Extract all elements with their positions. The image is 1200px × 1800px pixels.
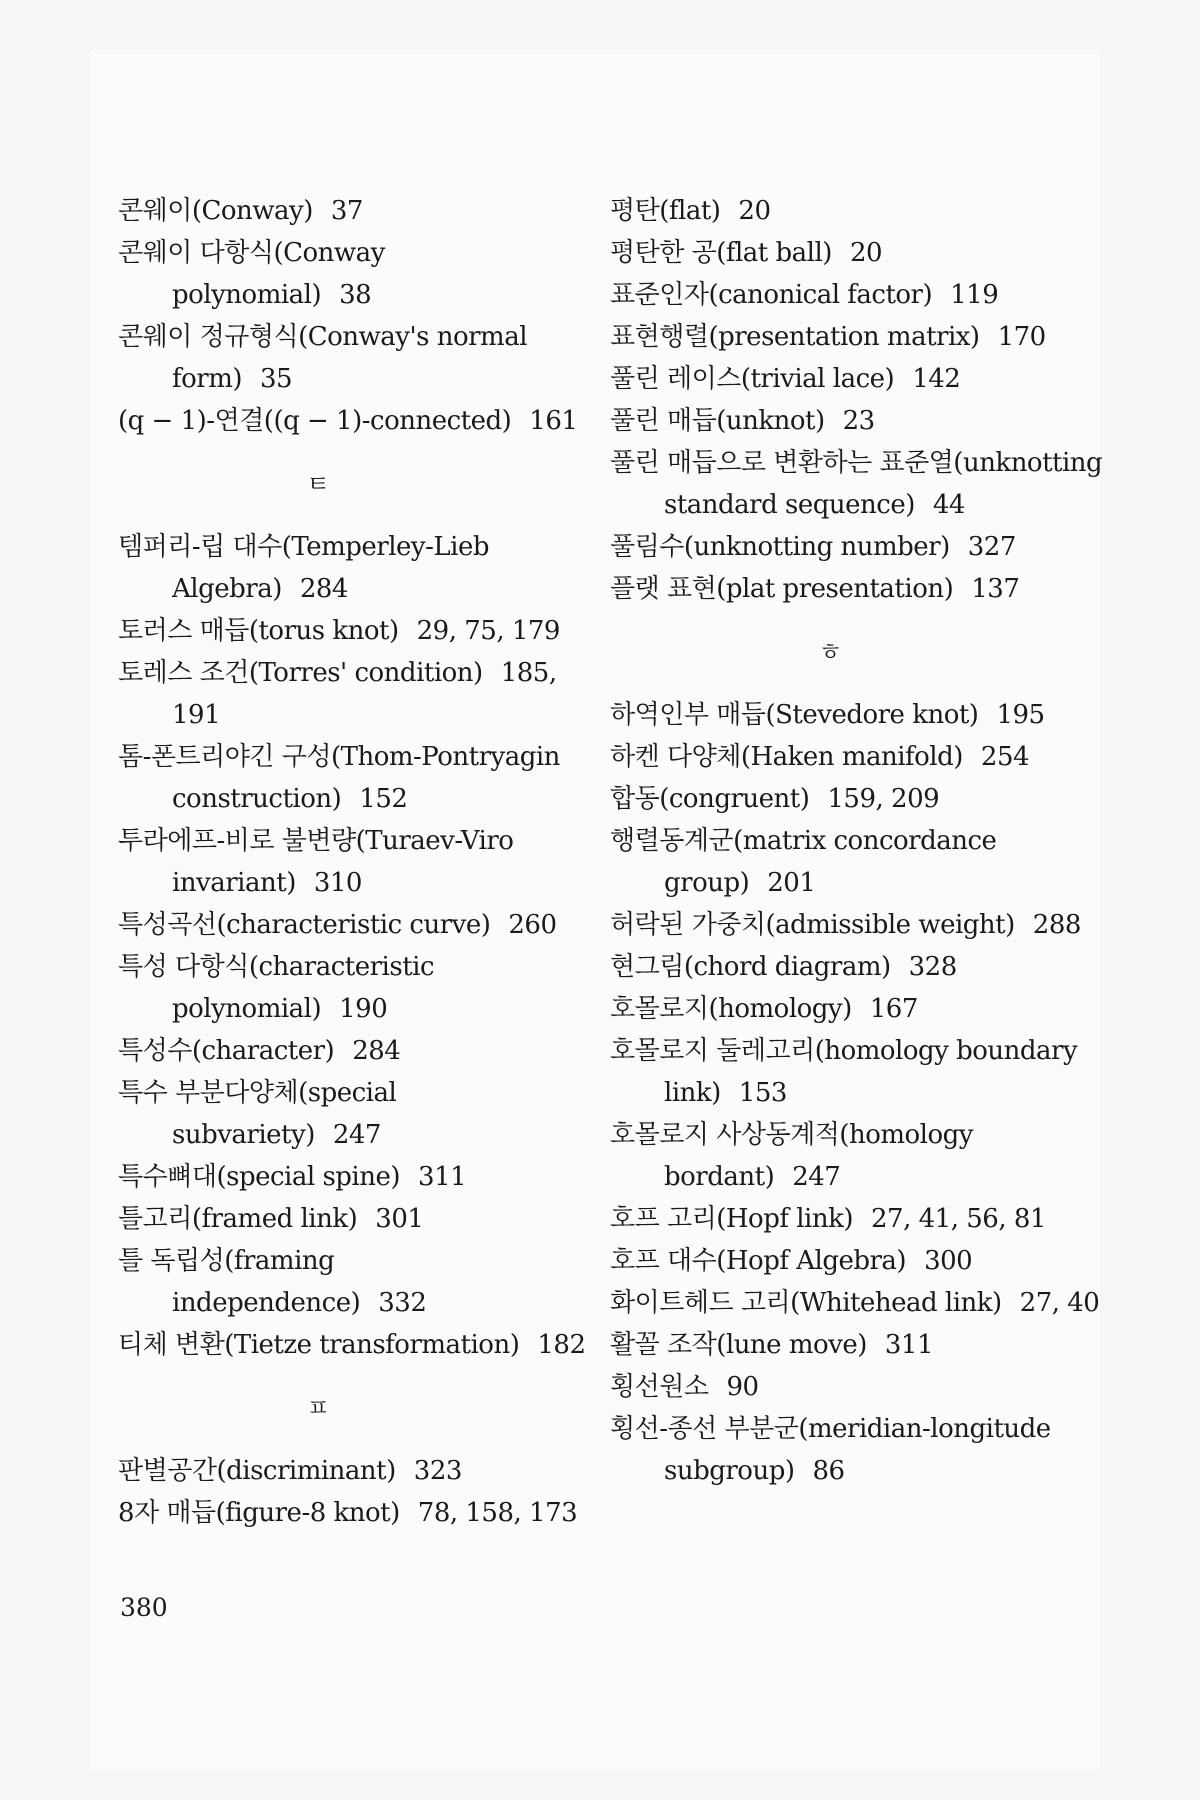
index-page-refs: 20 <box>849 238 883 268</box>
index-page-refs: 284 <box>299 574 348 604</box>
index-term: 호몰로지 사상동계적(homology bordant) <box>610 1120 973 1192</box>
index-entry <box>118 316 588 400</box>
index-page-refs: 27, 40 <box>1019 1288 1100 1318</box>
index-page-refs: 27, 41, 56, 81 <box>871 1204 1046 1234</box>
index-term: 플랫 표현(plat presentation) <box>610 574 954 604</box>
index-term: 평탄한 공(flat ball) <box>610 238 832 268</box>
index-page-refs: 201 <box>767 868 816 898</box>
index-entry <box>610 568 1130 610</box>
index-entry <box>610 946 1130 988</box>
index-entry <box>610 988 1130 1030</box>
index-entry <box>118 946 588 1030</box>
index-entry <box>118 190 588 232</box>
index-entry <box>610 820 1130 904</box>
index-entry <box>118 1240 588 1324</box>
index-term: 특성수(character) <box>118 1036 335 1066</box>
index-term: 투라에프-비로 불변량(Turaev-Viro invariant) <box>118 826 514 898</box>
index-entry <box>610 904 1130 946</box>
index-entry <box>610 190 1130 232</box>
index-entry <box>118 1492 588 1534</box>
index-page-refs: 37 <box>330 196 363 226</box>
index-entry <box>610 274 1130 316</box>
index-page-refs: 310 <box>313 868 362 898</box>
index-entry <box>610 1114 1130 1198</box>
index-term: 활꼴 조작(lune move) <box>610 1330 867 1360</box>
index-page-refs: 284 <box>352 1036 401 1066</box>
index-term: 톰-폰트리야긴 구성(Thom-Pontryagin construction) <box>118 742 560 814</box>
index-column-right <box>610 190 1130 1492</box>
index-page-refs: 328 <box>908 952 957 982</box>
index-entry <box>610 1240 1130 1282</box>
index-term: 특수뼈대(special spine) <box>118 1162 401 1192</box>
section-heading: ㅍ <box>306 1394 330 1422</box>
index-entry <box>118 1198 588 1240</box>
index-page-refs: 195 <box>996 700 1045 730</box>
index-term: 현그림(chord diagram) <box>610 952 891 982</box>
index-entry <box>610 358 1130 400</box>
index-entry <box>610 1198 1130 1240</box>
index-page-refs: 247 <box>792 1162 841 1192</box>
index-entry <box>118 526 588 610</box>
index-entry <box>118 820 588 904</box>
index-term: 콘웨이 정규형식(Conway's normal form) <box>118 322 528 394</box>
index-term: 평탄(flat) <box>610 196 721 226</box>
index-entry <box>610 778 1130 820</box>
index-entry <box>610 736 1130 778</box>
index-entry <box>610 1324 1130 1366</box>
index-term: 풀린 매듭으로 변환하는 표준열(unknotting standard sequence) <box>610 448 1103 520</box>
index-term: 특수 부분다양체(special subvariety) <box>118 1078 397 1150</box>
index-entry <box>118 610 588 652</box>
index-term: (q − 1)-연결((q − 1)-connected) <box>118 406 512 436</box>
index-entry <box>118 1156 588 1198</box>
index-term: 템퍼리-립 대수(Temperley-Lieb Algebra) <box>118 532 489 604</box>
index-term: 콘웨이 다항식(Conway polynomial) <box>118 238 385 310</box>
index-term: 8자 매듭(figure-8 knot) <box>118 1498 400 1528</box>
index-term: 틀 독립성(framing independence) <box>118 1246 361 1318</box>
index-page-refs: 311 <box>884 1330 933 1360</box>
index-term: 표현행렬(presentation matrix) <box>610 322 980 352</box>
index-entry <box>610 442 1130 526</box>
index-page-refs: 142 <box>912 364 961 394</box>
index-page-refs: 254 <box>980 742 1030 772</box>
index-entry <box>610 1408 1130 1492</box>
index-term: 호프 고리(Hopf link) <box>610 1204 854 1234</box>
index-page-refs: 78, 158, 173 <box>417 1498 578 1528</box>
index-entry <box>118 736 588 820</box>
index-page-refs: 29, 75, 179 <box>416 616 560 646</box>
index-page-refs: 38 <box>339 280 372 310</box>
index-term: 특성 다항식(characteristic polynomial) <box>118 952 435 1024</box>
index-page-refs: 260 <box>508 910 557 940</box>
index-entry <box>118 652 588 736</box>
index-page-refs: 159, 209 <box>827 784 940 814</box>
index-page-refs: 301 <box>375 1204 424 1234</box>
index-term: 호프 대수(Hopf Algebra) <box>610 1246 907 1276</box>
index-entry <box>118 904 588 946</box>
index-page-refs: 86 <box>812 1456 845 1486</box>
index-entry <box>610 694 1130 736</box>
index-page-refs: 311 <box>418 1162 467 1192</box>
index-term: 허락된 가중치(admissible weight) <box>610 910 1015 940</box>
index-term: 판별공간(discriminant) <box>118 1456 396 1486</box>
index-page-refs: 153 <box>738 1078 787 1108</box>
index-term: 토러스 매듭(torus knot) <box>118 616 399 646</box>
index-term: 하역인부 매듭(Stevedore knot) <box>610 700 979 730</box>
index-term: 콘웨이(Conway) <box>118 196 313 226</box>
index-page-refs: 20 <box>738 196 771 226</box>
index-entry <box>610 1366 1130 1408</box>
index-term: 호몰로지(homology) <box>610 994 852 1024</box>
index-page-refs: 288 <box>1032 910 1081 940</box>
index-entry <box>118 232 588 316</box>
index-page-refs: 137 <box>971 574 1020 604</box>
index-page-refs: 182 <box>537 1330 586 1360</box>
index-term: 화이트헤드 고리(Whitehead link) <box>610 1288 1002 1318</box>
index-term: 티체 변환(Tietze transformation) <box>118 1330 520 1360</box>
index-page-refs: 90 <box>726 1372 759 1402</box>
index-term: 토레스 조건(Torres' condition) <box>118 658 483 688</box>
index-entry <box>610 1030 1130 1114</box>
page-number: 380 <box>120 1593 168 1622</box>
index-page-refs: 300 <box>924 1246 973 1276</box>
index-term: 합동(congruent) <box>610 784 810 814</box>
index-page-refs: 44 <box>932 490 965 520</box>
index-entry <box>610 526 1130 568</box>
index-page-refs: 190 <box>339 994 388 1024</box>
index-term: 풀린 레이스(trivial lace) <box>610 364 895 394</box>
index-term: 틀고리(framed link) <box>118 1204 358 1234</box>
index-page-refs: 119 <box>950 280 999 310</box>
index-term: 호몰로지 둘레고리(homology boundary link) <box>610 1036 1078 1108</box>
index-page-refs: 327 <box>967 532 1016 562</box>
section-heading: ㅎ <box>818 638 842 666</box>
section-heading: ㅌ <box>306 470 330 498</box>
index-page-refs: 167 <box>869 994 918 1024</box>
index-term: 풀림수(unknotting number) <box>610 532 950 562</box>
index-page-refs: 323 <box>413 1456 462 1486</box>
index-entry <box>118 400 588 442</box>
index-term: 하켄 다양체(Haken manifold) <box>610 742 963 772</box>
index-entry <box>610 400 1130 442</box>
index-entry <box>610 1282 1130 1324</box>
index-page-refs: 185, 191 <box>172 658 557 730</box>
index-page-refs: 23 <box>842 406 875 436</box>
index-term: 풀린 매듭(unknot) <box>610 406 825 436</box>
index-entry <box>610 316 1130 358</box>
index-term: 횡선원소 <box>610 1372 709 1402</box>
index-entry <box>118 1072 588 1156</box>
index-page-refs: 170 <box>997 322 1046 352</box>
index-term: 행렬동계군(matrix concordance group) <box>610 826 997 898</box>
index-page-refs: 332 <box>378 1288 427 1318</box>
index-entry <box>118 1324 588 1366</box>
index-page-refs: 152 <box>359 784 408 814</box>
index-page-refs: 161 <box>529 406 578 436</box>
index-page-refs: 35 <box>260 364 293 394</box>
index-column-left <box>118 190 588 1534</box>
index-entry <box>610 232 1130 274</box>
index-entry <box>118 1030 588 1072</box>
index-term: 횡선-종선 부분군(meridian-longitude subgroup) <box>610 1414 1051 1486</box>
index-entry <box>118 1450 588 1492</box>
index-term: 표준인자(canonical factor) <box>610 280 933 310</box>
index-term: 특성곡선(characteristic curve) <box>118 910 491 940</box>
index-page-refs: 247 <box>332 1120 381 1150</box>
